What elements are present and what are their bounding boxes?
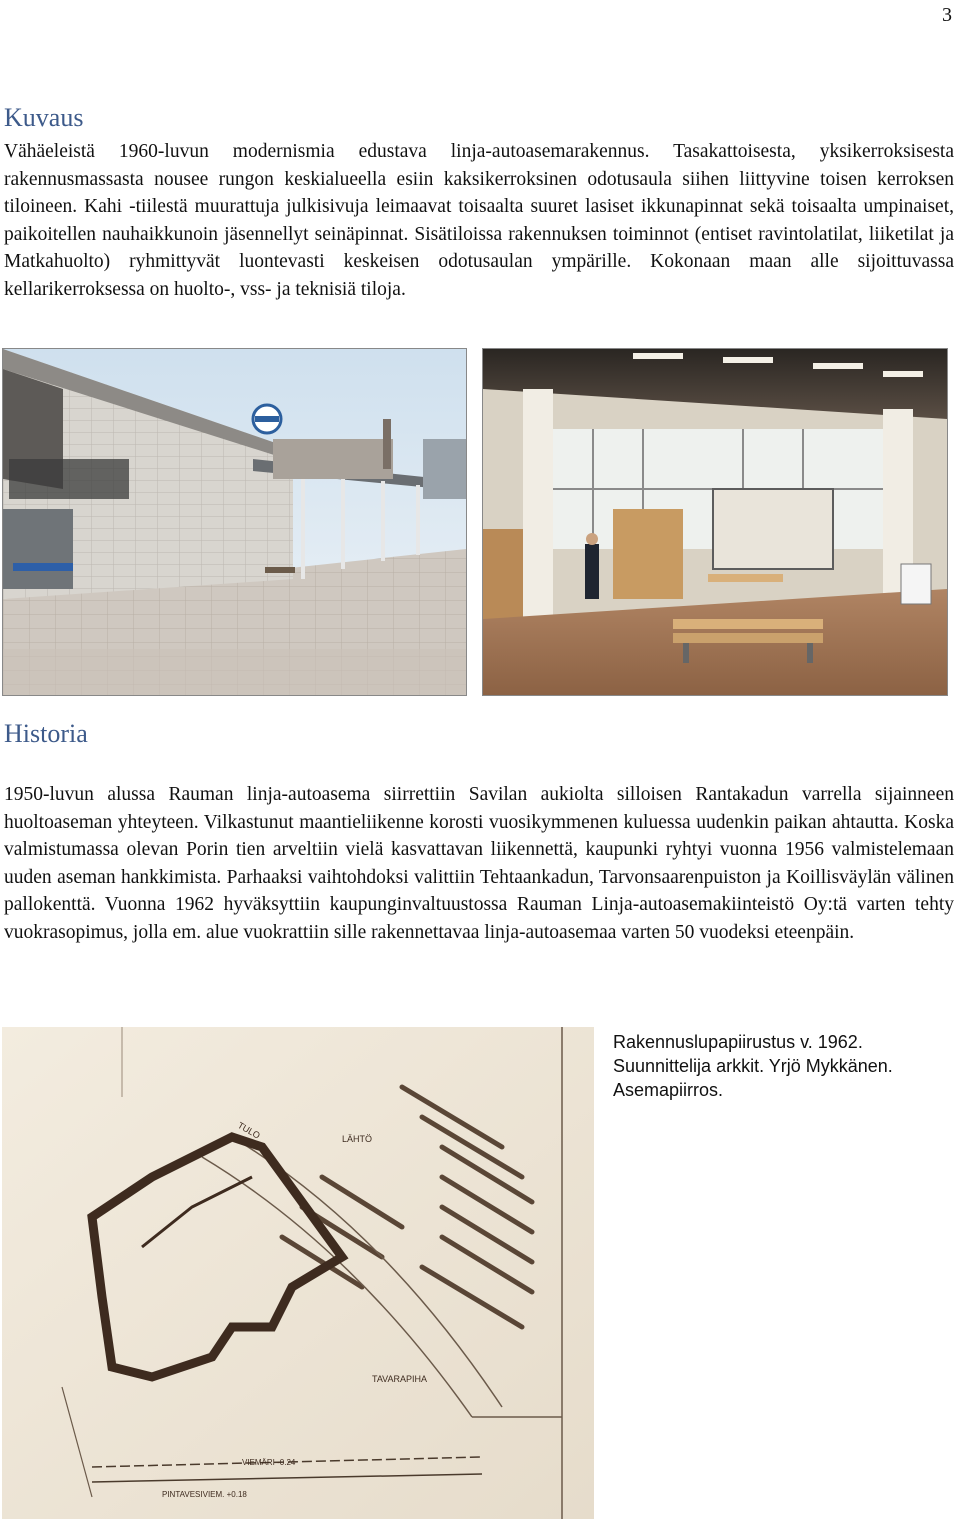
exterior-photo	[2, 348, 467, 696]
section-heading-kuvaus: Kuvaus	[4, 103, 84, 132]
paragraph-historia: 1950-luvun alussa Rauman linja-autoasema siirrettiin Savilan aukiolta silloisen Rantakadun varrella sijainneen huoltoaseman yhteyteen. Vilkastunut maantieliikenne korosti vuosikymmenen kuluessa uudenkin paikan ahtautta. Koska valmistumassa olevan Porin tien arveltiin vielä kasvattavan liikennettä, kaupunki ryhtyi vuonna 1956 valmistelemaan uuden aseman hankkimista. Parhaaksi vaihtohdoksi valittiin Tehtaankadun, Tarvonsaarenpuiston ja Koillisväylän välinen pallokenttä. Vuonna 1962 hyväksyttiin kaupunginvaltuustossa Rauman Linja-autoasemakiinteistö Oy:tä varten tehty vuokrasopimus, jolla em. alue vuokrattiin sille rakennettavaa linja-autoasemaa varten 50 vuodeksi eteenpäin.	[4, 784, 954, 943]
section-heading-historia: Historia	[4, 719, 88, 748]
figure-caption	[613, 1030, 953, 1102]
site-plan-svg	[2, 1027, 594, 1519]
plan-label-tavarapiha: TAVARAPIHA	[372, 1374, 428, 1384]
page-number: 3	[942, 4, 952, 26]
exterior-photo-drawing	[3, 349, 466, 695]
interior-photo	[482, 348, 948, 696]
site-plan-drawing	[2, 1027, 594, 1519]
plan-label-viemari: VIEMÄRI -0.24	[242, 1458, 296, 1467]
interior-photo-drawing	[483, 349, 947, 695]
plan-label-lahto: LÄHTÖ	[342, 1134, 373, 1144]
paragraph-kuvaus: Vähäeleistä 1960-luvun modernismia edustava linja-autoasemarakennus. Tasakattoisesta, yksikerroksisesta rakennusmassasta nousee rungon keskialueella esiin kaksikerroksinen odotusaula siihen liittyvine toisen kerroksen tiloineen. Kahi -tiilestä muurattuja julkisivuja leimaavat toisaalta suuret lasiset ikkunapinnat sekä toisaalta umpinaiset, paikoitellen nauhaikkunoin jäsennellyt seinäpinnat. Sisätiloissa rakennuksen toiminnot (entiset ravintolatilat, liiketilat ja Matkahuolto) ryhmittyvät luontevasti keskeisen odotusaulan ympärille. Kokonaan maan alle sijoittuvassa kellarikerroksessa on huolto-, vss- ja teknisiä tiloja.	[4, 141, 954, 300]
plan-label-pintavesi: PINTAVESIVIEM. +0.18	[162, 1490, 247, 1499]
caption-line-3: Asemapiirros.	[613, 1080, 724, 1100]
plan-label-tulo: TULO	[236, 1120, 262, 1141]
caption-line-1: Rakennuslupapiirustus v. 1962.	[613, 1032, 863, 1052]
caption-line-2: Suunnittelija arkkit. Yrjö Mykkänen.	[613, 1056, 893, 1076]
